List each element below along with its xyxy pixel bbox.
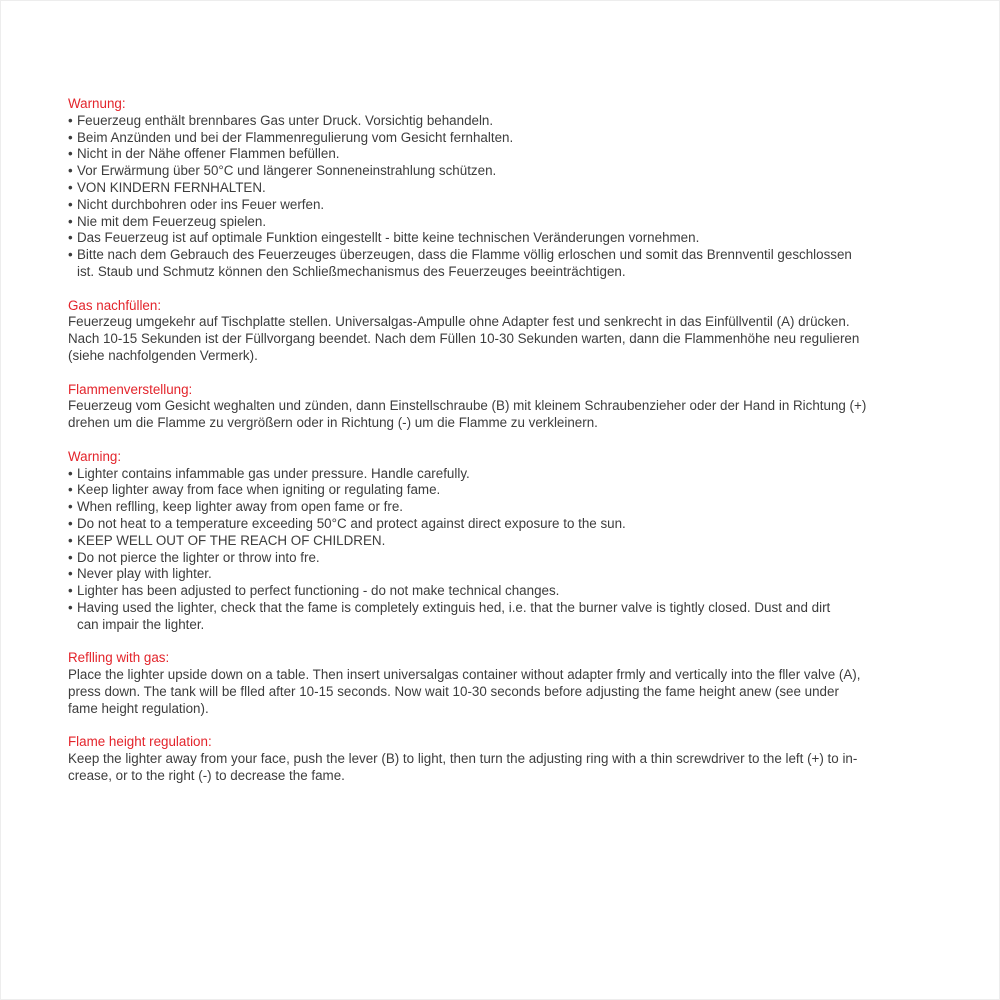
line-text: drehen um die Flamme zu vergrößern oder in Richtung (-) um die Flamme zu verkleinern.	[68, 415, 598, 431]
bullet-line	[68, 247, 970, 264]
bullet-line	[68, 566, 970, 583]
line-text: can impair the lighter.	[77, 616, 205, 632]
section-warning-en	[68, 449, 970, 634]
text-line	[68, 684, 970, 701]
text-line	[68, 314, 970, 331]
line-text: Nach 10-15 Sekunden ist der Füllvorgang beendet. Nach dem Füllen 10-30 Sekunden warten, dann die Flammenhöhe neu regulieren	[68, 331, 860, 347]
text-line	[68, 751, 970, 768]
bullet-line	[68, 466, 970, 483]
text-line	[68, 331, 970, 348]
bullet-icon: •	[68, 129, 73, 145]
line-text: Feuerzeug enthält brennbares Gas unter Druck. Vorsichtig behandeln.	[77, 112, 494, 128]
bullet-line	[68, 516, 970, 533]
section-heading: Flame height regulation:	[68, 734, 212, 750]
bullet-line	[68, 130, 970, 147]
line-text: fame height regulation).	[68, 700, 209, 716]
bullet-icon: •	[68, 163, 73, 179]
line-text: Feuerzeug umgekehr auf Tischplatte stellen. Universalgas-Ampulle ohne Adapter fest und senkrecht in das Einfüllventil (A) drücken.	[68, 314, 850, 330]
bullet-icon: •	[68, 146, 73, 162]
text-line	[68, 667, 970, 684]
bullet-icon: •	[68, 465, 73, 481]
bullet-icon: •	[68, 112, 73, 128]
bullet-line	[68, 197, 970, 214]
line-text: Do not pierce the lighter or throw into fre.	[77, 549, 320, 565]
text-line	[68, 264, 970, 281]
line-text: Keep the lighter away from your face, push the lever (B) to light, then turn the adjusting ring with a thin screwdriver to the left (+) to in-	[68, 751, 858, 767]
line-text: Do not heat to a temperature exceeding 50°C and protect against direct exposure to the sun.	[77, 515, 626, 531]
line-text: Nicht durchbohren oder ins Feuer werfen.	[77, 196, 325, 212]
bullet-line	[68, 146, 970, 163]
bullet-icon: •	[68, 549, 73, 565]
bullet-icon: •	[68, 499, 73, 515]
line-text: ist. Staub und Schmutz können den Schließmechanismus des Feuerzeuges beeinträchtigen.	[77, 263, 626, 279]
bullet-icon: •	[68, 599, 73, 615]
line-text: (siehe nachfolgenden Vermerk).	[68, 347, 258, 363]
line-text: Bitte nach dem Gebrauch des Feuerzeuges überzeugen, dass die Flamme völlig erloschen und somit das Brennventil geschlossen	[77, 247, 852, 263]
bullet-line	[68, 583, 970, 600]
line-text: Place the lighter upside down on a table. Then insert universalgas container without adapter frmly and vertically into the fller valve (A),	[68, 667, 861, 683]
section-warnung-de	[68, 96, 970, 281]
bullet-icon: •	[68, 196, 73, 212]
text-line	[68, 768, 970, 785]
bullet-icon: •	[68, 247, 73, 263]
bullet-icon: •	[68, 482, 73, 498]
section-flame-height-regulation	[68, 734, 970, 784]
bullet-line	[68, 600, 970, 617]
line-text: When reflling, keep lighter away from open fame or fre.	[77, 499, 403, 515]
line-text: Having used the lighter, check that the fame is completely extinguis hed, i.e. that the burner valve is tightly closed. Dust and dirt	[77, 599, 831, 615]
section-heading: Flammenverstellung:	[68, 381, 193, 397]
line-text: VON KINDERN FERNHALTEN.	[77, 179, 266, 195]
bullet-line	[68, 499, 970, 516]
bullet-line	[68, 163, 970, 180]
line-text: Nicht in der Nähe offener Flammen befüllen.	[77, 146, 340, 162]
line-text: KEEP WELL OUT OF THE REACH OF CHILDREN.	[77, 532, 386, 548]
document-body	[68, 96, 970, 801]
bullet-line	[68, 214, 970, 231]
bullet-icon: •	[68, 179, 73, 195]
text-line	[68, 398, 970, 415]
line-text: crease, or to the right (-) to decrease the fame.	[68, 767, 345, 783]
bullet-icon: •	[68, 566, 73, 582]
section-heading: Warning:	[68, 448, 122, 464]
bullet-line	[68, 550, 970, 567]
section-heading: Warnung:	[68, 96, 126, 111]
line-text: Never play with lighter.	[77, 566, 212, 582]
text-line	[68, 617, 970, 634]
line-text: Vor Erwärmung über 50°C und längerer Sonneneinstrahlung schützen.	[77, 163, 497, 179]
bullet-line	[68, 482, 970, 499]
section-heading: Gas nachfüllen:	[68, 297, 162, 313]
section-flammenverstellung	[68, 382, 970, 432]
line-text: Das Feuerzeug ist auf optimale Funktion eingestellt - bitte keine technischen Veränderungen vornehmen.	[77, 230, 700, 246]
section-reflling-with-gas	[68, 650, 970, 717]
line-text: Nie mit dem Feuerzeug spielen.	[77, 213, 267, 229]
line-text: Lighter has been adjusted to perfect functioning - do not make technical changes.	[77, 583, 560, 599]
bullet-line	[68, 113, 970, 130]
line-text: Feuerzeug vom Gesicht weghalten und zünden, dann Einstellschraube (B) mit kleinem Schraubenzieher oder der Hand in Richtung (+)	[68, 398, 867, 414]
section-gas-nachfuellen	[68, 298, 970, 365]
bullet-icon: •	[68, 213, 73, 229]
line-text: Beim Anzünden und bei der Flammenregulierung vom Gesicht fernhalten.	[77, 129, 514, 145]
text-line	[68, 701, 970, 718]
bullet-line	[68, 533, 970, 550]
bullet-icon: •	[68, 230, 73, 246]
bullet-line	[68, 230, 970, 247]
text-line	[68, 348, 970, 365]
bullet-icon: •	[68, 515, 73, 531]
bullet-icon: •	[68, 532, 73, 548]
line-text: Keep lighter away from face when igniting or regulating fame.	[77, 482, 441, 498]
bullet-icon: •	[68, 583, 73, 599]
bullet-line	[68, 180, 970, 197]
section-heading: Reflling with gas:	[68, 650, 170, 666]
line-text: Lighter contains infammable gas under pressure. Handle carefully.	[77, 465, 470, 481]
text-line	[68, 415, 970, 432]
line-text: press down. The tank will be flled after 10-15 seconds. Now wait 10-30 seconds before adjusting the fame height anew (see under	[68, 683, 839, 699]
